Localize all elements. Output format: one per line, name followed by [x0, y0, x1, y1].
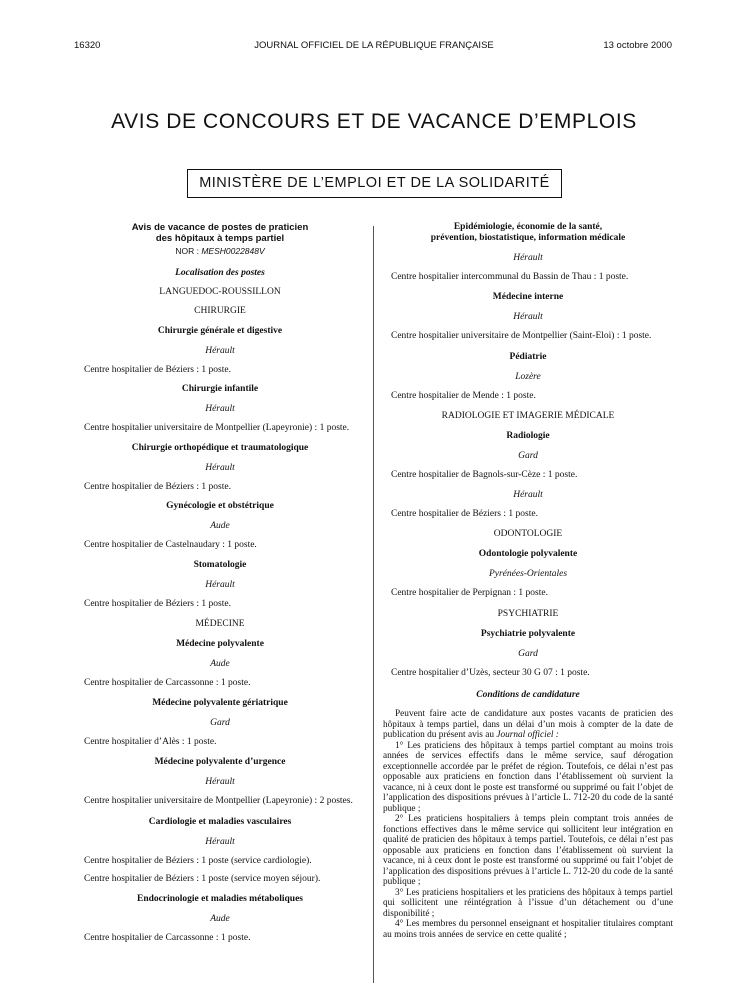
department-label: Hérault — [205, 837, 235, 847]
journal-officiel-reference: Journal officiel : — [496, 730, 559, 740]
specialty-heading: Chirurgie générale et digestive — [157, 326, 283, 336]
department-label: Hérault — [205, 580, 235, 590]
localisation-heading: Localisation des postes — [175, 268, 265, 278]
column-divider — [373, 226, 374, 983]
vacancy-entry: Centre hospitalier de Mende : 1 poste. — [391, 391, 536, 401]
department-label: Lozère — [515, 372, 541, 382]
department-label: Hérault — [205, 404, 235, 414]
specialty-heading: Cardiologie et maladies vasculaires — [148, 817, 292, 827]
department-label: Aude — [210, 659, 230, 669]
vacancy-entry: Centre hospitalier de Béziers : 1 poste. — [84, 482, 231, 492]
specialty-heading-line2: prévention, biostatistique, information médicale — [430, 233, 626, 243]
specialty-heading-line1: Epidémiologie, économie de la santé, — [453, 222, 603, 232]
page-number: 16320 — [74, 40, 101, 51]
specialty-heading: Médecine polyvalente gériatrique — [152, 698, 288, 708]
vacancy-entry: Centre hospitalier de Béziers : 1 poste. — [84, 599, 231, 609]
avis-title — [116, 222, 324, 244]
vacancy-entry: Centre hospitalier universitaire de Montpellier (Lapeyronie) : 1 poste. — [84, 423, 350, 433]
specialty-heading: Médecine polyvalente d’urgence — [154, 757, 286, 767]
nor-reference — [76, 245, 364, 258]
vacancy-entry: Centre hospitalier de Béziers : 1 poste. — [84, 365, 231, 375]
vacancy-entry: Centre hospitalier de Castelnaudary : 1 poste. — [84, 540, 257, 550]
vacancy-entry: Centre hospitalier de Béziers : 1 poste (service moyen séjour). — [84, 874, 321, 884]
vacancy-entry: Centre hospitalier d’Alès : 1 poste. — [84, 737, 217, 747]
journal-title: JOURNAL OFFICIEL DE LA RÉPUBLIQUE FRANÇAISE — [254, 40, 494, 51]
avis-title-line1: Avis de vacance de postes de praticien — [131, 222, 309, 233]
condition-item: 2° Les praticiens hospitaliers à temps plein comptant trois années de fonctions effectives dans le même service qui sollicitent leur intégration en qualité de praticien des hôpitaux à temps partiel. Toutefois, ce délai n’est pas opposable aux praticiens en fonction dans l’établissement où survient la vacance, ni à ceux dont le poste est transformé ou supprimé ou fait l’objet de l’application des dispositions prévues à l’article L. 712-20 du code de la santé publique ; — [383, 814, 673, 887]
vacancy-entry: Centre hospitalier de Béziers : 1 poste. — [391, 509, 538, 519]
vacancy-entry: Centre hospitalier de Béziers : 1 poste (service cardiologie). — [84, 856, 312, 866]
department-label: Gard — [518, 649, 538, 659]
condition-item: 4° Les membres du personnel enseignant et hospitalier titulaires comptant au moins trois années de service en cette qualité ; — [383, 919, 673, 940]
vacancy-entry: Centre hospitalier de Carcassonne : 1 poste. — [84, 933, 251, 943]
page-title: AVIS DE CONCOURS ET DE VACANCE D’EMPLOIS — [111, 110, 637, 133]
vacancy-entry: Centre hospitalier de Bagnols-sur-Cèze : 1 poste. — [391, 470, 578, 480]
vacancy-entry: Centre hospitalier universitaire de Montpellier (Saint-Eloi) : 1 poste. — [391, 331, 652, 341]
ministry-heading-box: MINISTÈRE DE L’EMPLOI ET DE LA SOLIDARITÉ — [187, 169, 562, 198]
specialty-heading — [383, 222, 673, 244]
department-label: Aude — [210, 914, 230, 924]
department-label: Aude — [210, 521, 230, 531]
avis-title-line2: des hôpitaux à temps partiel — [155, 233, 285, 244]
specialty-heading: Psychiatrie polyvalente — [480, 629, 576, 639]
condition-item: 3° Les praticiens hospitaliers et les praticiens des hôpitaux à temps partiel qui sollicitent une réintégration à l’issue d’un détachement ou d’une disponibilité ; — [383, 887, 673, 919]
specialty-heading: Chirurgie infantile — [181, 384, 259, 394]
specialty-heading: Odontologie polyvalente — [478, 549, 578, 559]
category-chirurgie: CHIRURGIE — [194, 306, 246, 316]
right-column — [383, 222, 673, 940]
vacancy-entry: Centre hospitalier intercommunal du Bassin de Thau : 1 poste. — [391, 272, 629, 282]
specialty-heading: Médecine interne — [492, 292, 564, 302]
specialty-heading: Chirurgie orthopédique et traumatologique — [131, 443, 309, 453]
category-psychiatrie: PSYCHIATRIE — [497, 609, 559, 619]
specialty-heading: Stomatologie — [193, 560, 247, 570]
department-label: Gard — [518, 451, 538, 461]
department-label: Hérault — [205, 346, 235, 356]
vacancy-entry: Centre hospitalier d’Uzès, secteur 30 G 07 : 1 poste. — [391, 668, 590, 678]
conditions-heading: Conditions de candidature — [476, 690, 580, 700]
specialty-heading: Gynécologie et obstétrique — [166, 501, 274, 511]
department-label: Hérault — [513, 253, 543, 263]
condition-item: 1° Les praticiens des hôpitaux à temps partiel comptant au moins trois années de services effectifs dans le même service, sauf dérogation exceptionnelle accordée par le préfet de région. Toutefois, ce délai n’est pas opposable aux praticiens en fonction dans l’établissement où survient la vacance, ni à ceux dont le poste est transformé ou supprimé ou fait l’objet de l’application des dispositions prévues à l’article L. 712-20 du code de la santé publique ; — [383, 740, 673, 814]
department-label: Hérault — [513, 490, 543, 500]
specialty-heading: Endocrinologie et maladies métaboliques — [137, 894, 303, 904]
category-radiologie: RADIOLOGIE ET IMAGERIE MÉDICALE — [441, 411, 615, 421]
category-medecine: MÉDECINE — [195, 619, 245, 629]
conditions-intro — [383, 709, 673, 741]
specialty-heading: Radiologie — [506, 431, 550, 441]
nor-label: NOR : — [175, 246, 199, 256]
region-heading: LANGUEDOC-ROUSSILLON — [159, 287, 281, 297]
department-label: Gard — [210, 718, 230, 728]
vacancy-entry: Centre hospitalier de Carcassonne : 1 poste. — [84, 678, 251, 688]
left-column — [76, 222, 364, 944]
department-label: Hérault — [205, 777, 235, 787]
vacancy-entry: Centre hospitalier universitaire de Montpellier (Lapeyronie) : 2 postes. — [84, 796, 353, 806]
conditions-intro-text: Peuvent faire acte de candidature aux postes vacants de praticien des hôpitaux à temps partiel, dans un délai d’un mois à compter de la date de publication du présent avis au — [383, 709, 673, 740]
publication-date: 13 octobre 2000 — [603, 40, 672, 51]
nor-code: MESH0022848V — [201, 246, 265, 256]
department-label: Hérault — [205, 463, 235, 473]
specialty-heading: Pédiatrie — [509, 352, 547, 362]
department-label: Hérault — [513, 312, 543, 322]
department-label: Pyrénées-Orientales — [488, 569, 568, 579]
specialty-heading: Médecine polyvalente — [176, 639, 264, 649]
category-odontologie: ODONTOLOGIE — [493, 529, 563, 539]
vacancy-entry: Centre hospitalier de Perpignan : 1 poste. — [391, 588, 548, 598]
